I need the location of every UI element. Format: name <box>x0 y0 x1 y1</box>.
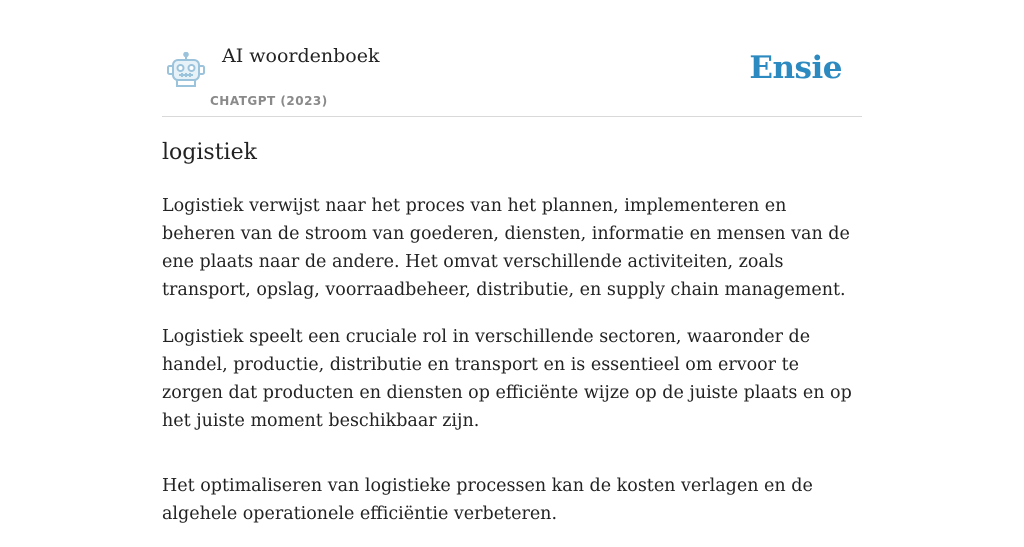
robot-icon <box>166 52 206 90</box>
definition-paragraph: Het optimaliseren van logistieke processen kan de kosten verlagen en de algehele operationele efficiëntie verbeteren. <box>162 476 813 524</box>
brand-logo[interactable]: Ensie <box>749 50 842 86</box>
definition-paragraph: Logistiek verwijst naar het proces van het plannen, implementeren en beheren van de stroom van goederen, diensten, informatie en mensen van de ene plaats naar de andere. Het omvat verschillende activiteiten, zoals transport, opslag, voorraadbeheer, distributie, en supply chain management. <box>162 196 850 300</box>
definition-paragraph: Logistiek speelt een cruciale rol in verschillende sectoren, waaronder de handel, productie, distributie en transport en is essentieel om ervoor te zorgen dat producten en diensten op efficiënte wijze op de juiste plaats en op het juiste moment beschikbaar zijn. <box>162 327 852 431</box>
page <box>162 0 862 524</box>
dictionary-header <box>162 0 862 117</box>
dictionary-source: CHATGPT (2023) <box>210 94 328 108</box>
dictionary-name[interactable]: AI woordenboek <box>222 45 380 67</box>
entry-definition <box>162 192 862 547</box>
entry-term: logistiek <box>162 140 257 165</box>
